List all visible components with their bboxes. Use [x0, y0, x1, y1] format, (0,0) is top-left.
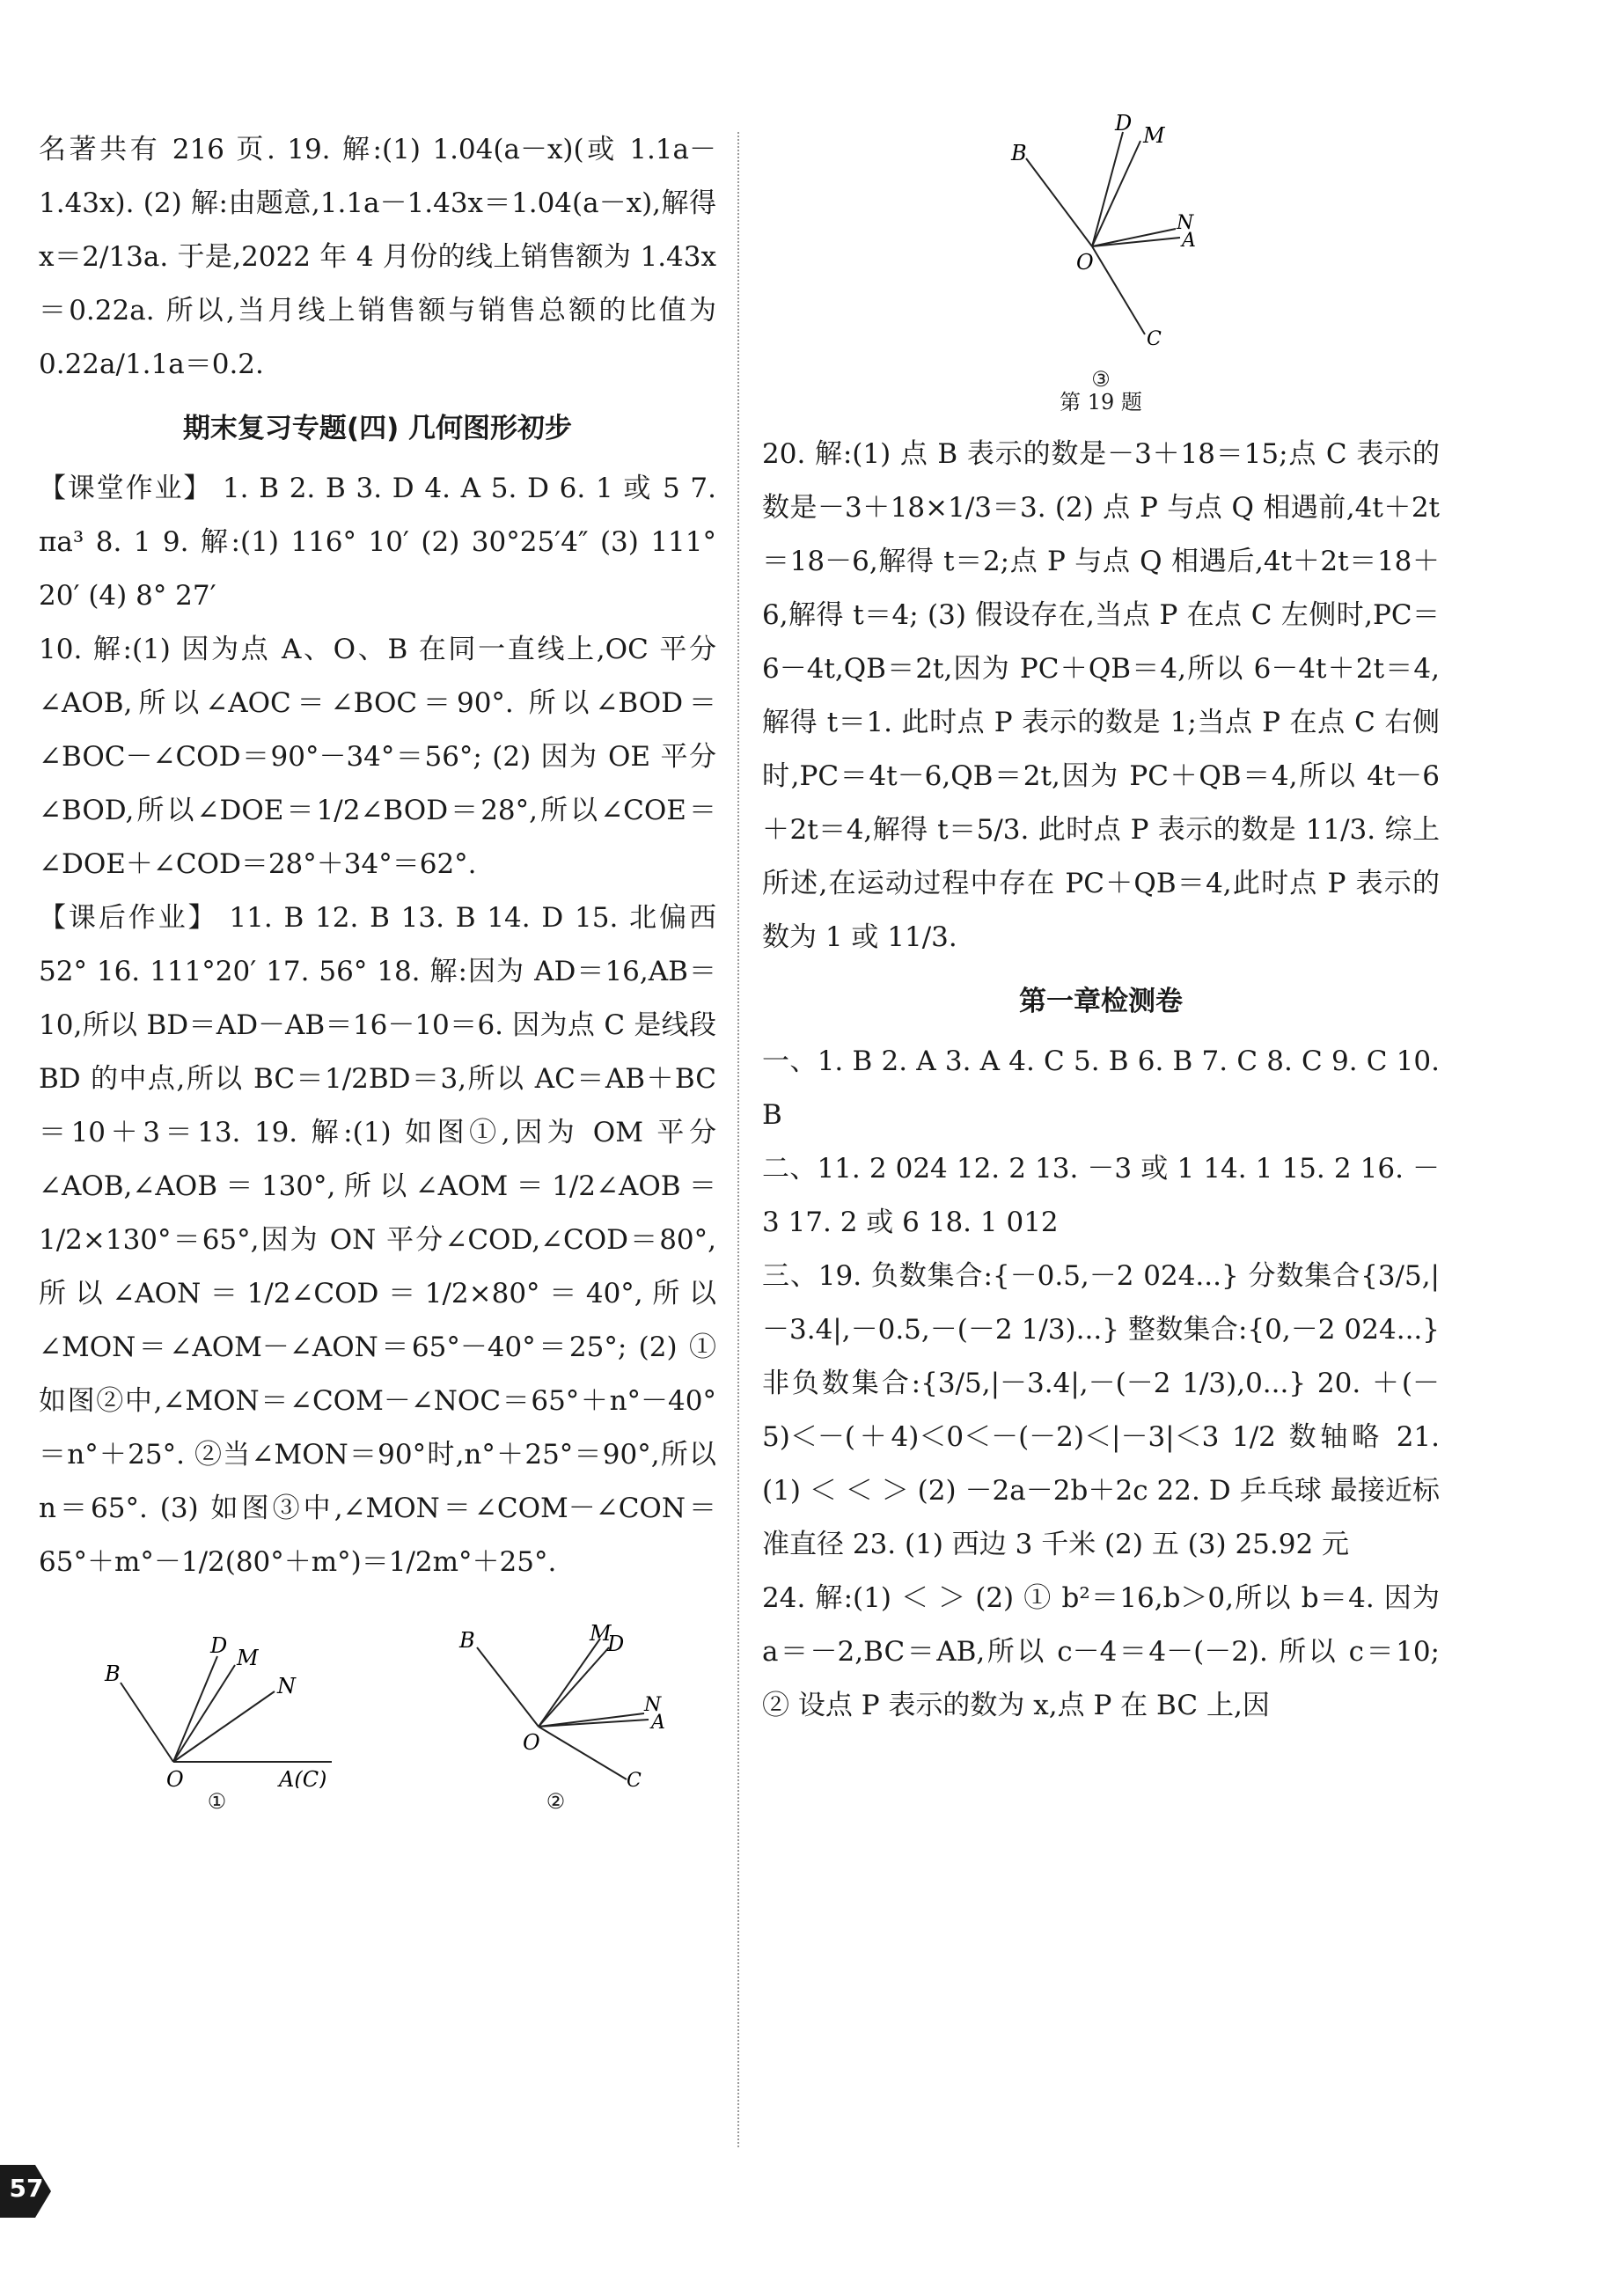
figure-1-diagram: [85, 1621, 349, 1788]
right-section-title: 第一章检测卷: [1019, 986, 1183, 1017]
label-m: M: [236, 1646, 259, 1670]
figure-3-diagram: [995, 106, 1206, 370]
right-paragraph-1: 20. 解:(1) 点 B 表示的数是－3＋18＝15;点 C 表示的数是－3＋18×1/3＝3. (2) 点 P 与点 Q 相遇前,4t＋2t＝18－6,解得 t＝2;点 P 与点 Q 相遇后,4t＋2t＝18＋6,解得 t＝4; (3) 假设存在,当点 P 在点 C 左侧时,PC＝6－4t,QB＝2t,因为 PC＋QB＝4,所以 6－4t＋2t＝4,解得 t＝1. 此时点 P 表示的数是 1;当点 P 在点 C 右侧时,PC＝4t－6,QB＝2t,因为 PC＋QB＝4,所以 4t－6＋2t＝4,解得 t＝5/3. 此时点 P 表示的数是 11/3. 综上所述,在运动过程中存在 PC＋QB＝4,此时点 P 表示的数为 1 或 11/3.: [762, 438, 1440, 953]
label-m: M: [589, 1621, 612, 1646]
figure-1: [85, 1621, 349, 1815]
label-b: B: [458, 1628, 475, 1653]
figure-1-caption: ①: [207, 1789, 227, 1814]
label-n: N: [1177, 212, 1194, 234]
label-a: A: [650, 1712, 665, 1734]
right-paragraph-4: 三、19. 负数集合:{－0.5,－2 024...} 分数集合{3/5,|－3.4|,－0.5,－(－2 1/3)...} 整数集合:{0,－2 024...} 非负数集合:{3/5,|－3.4|,－(－2 1/3),0...} 20. ＋(－5)＜－(＋4)＜0＜－(－2)＜|－3|＜3 1/2 数轴略 21. (1) ＜ ＜ ＞ (2) －2a－2b＋2c 22. D 乒乓球 最接近标准直径 23. (1) 西边 3 千米 (2) 五 (3) 25.92 元: [762, 1260, 1440, 1560]
left-paragraph-2: 【课堂作业】 1. B 2. B 3. D 4. A 5. D 6. 1 或 5 7. πa³ 8. 1 9. 解:(1) 116° 10′ (2) 30°25′4″ (3) 111° 20′ (4) 8° 27′: [39, 473, 716, 612]
label-ac: A(C): [278, 1767, 326, 1788]
label-b: B: [104, 1661, 121, 1686]
label-d: D: [606, 1632, 624, 1656]
figure-2-diagram: [442, 1621, 671, 1788]
figure-2: [442, 1621, 671, 1815]
page-number: 57: [9, 2174, 44, 2203]
label-c: C: [626, 1770, 642, 1788]
left-section-title: 期末复习专题(四) 几何图形初步: [182, 413, 573, 444]
right-paragraph-5: 24. 解:(1) ＜ ＞ (2) ① b²＝16,b＞0,所以 b＝4. 因为 a＝－2,BC＝AB,所以 c－4＝4－(－2). 所以 c＝10; ② 设点 P 表示的数为 x,点 P 在 BC 上,因: [762, 1582, 1440, 1721]
figure-row: [39, 1621, 716, 1815]
figure-3-caption: ③: [1091, 367, 1111, 392]
right-paragraph-3: 二、11. 2 024 12. 2 13. －3 或 1 14. 1 15. 2 16. －3 17. 2 或 6 18. 1 012: [762, 1153, 1440, 1238]
column-divider: [737, 132, 739, 2147]
left-column: [39, 123, 716, 1815]
label-a: A: [1182, 230, 1196, 252]
label-d: D: [209, 1633, 227, 1658]
label-o: O: [165, 1767, 184, 1788]
right-paragraph-2: 一、1. B 2. A 3. A 4. C 5. B 6. B 7. C 8. C 9. C 10. B: [762, 1045, 1440, 1131]
figure-2-caption: ②: [546, 1789, 566, 1814]
label-m: M: [1143, 123, 1165, 148]
left-paragraph-1: 名著共有 216 页. 19. 解:(1) 1.04(a－x)(或 1.1a－1.43x). (2) 解:由题意,1.1a－1.43x＝1.04(a－x),解得 x＝2/13a. 于是,2022 年 4 月份的线上销售额为 1.43x＝0.22a. 所以,当月线上销售额与销售总额的比值为 0.22a/1.1a＝0.2.: [39, 134, 716, 380]
label-d: D: [1115, 111, 1133, 136]
right-column: [762, 111, 1440, 1733]
label-n: N: [643, 1694, 661, 1716]
left-paragraph-4: 【课后作业】 11. B 12. B 13. B 14. D 15. 北偏西 52° 16. 111°20′ 17. 56° 18. 解:因为 AD＝16,AB＝10,所以 BD＝AD－AB＝16－10＝6. 因为点 C 是线段 BD 的中点,所以 BC＝1/2BD＝3,所以 AC＝AB＋BC＝10＋3＝13. 19. 解:(1) 如图①,因为 OM 平分∠AOB,∠AOB＝130°,所以∠AOM＝1/2∠AOB＝1/2×130°＝65°,因为 ON 平分∠COD,∠COD＝80°,所以∠AON＝1/2∠COD＝1/2×80°＝40°,所以∠MON＝∠AOM－∠AON＝65°－40°＝25°; (2) ①如图②中,∠MON＝∠COM－∠NOC＝65°＋n°－40°＝n°＋25°. ②当∠MON＝90°时,n°＋25°＝90°,所以 n＝65°. (3) 如图③中,∠MON＝∠COM－∠CON＝65°＋m°－1/2(80°＋m°)＝1/2m°＋25°.: [39, 902, 716, 1578]
figure-title: 第 19 题: [1060, 390, 1142, 414]
label-o: O: [1076, 250, 1094, 275]
label-n: N: [276, 1674, 296, 1698]
label-c: C: [1147, 328, 1162, 350]
label-b: B: [1011, 141, 1027, 165]
left-paragraph-3: 10. 解:(1) 因为点 A、O、B 在同一直线上,OC 平分∠AOB,所以∠AOC＝∠BOC＝90°. 所以∠BOD＝∠BOC－∠COD＝90°－34°＝56°; (2) 因为 OE 平分∠BOD,所以∠DOE＝1/2∠BOD＝28°,所以∠COE＝∠DOE＋∠COD＝28°＋34°＝62°.: [39, 634, 716, 880]
label-o: O: [522, 1730, 540, 1755]
